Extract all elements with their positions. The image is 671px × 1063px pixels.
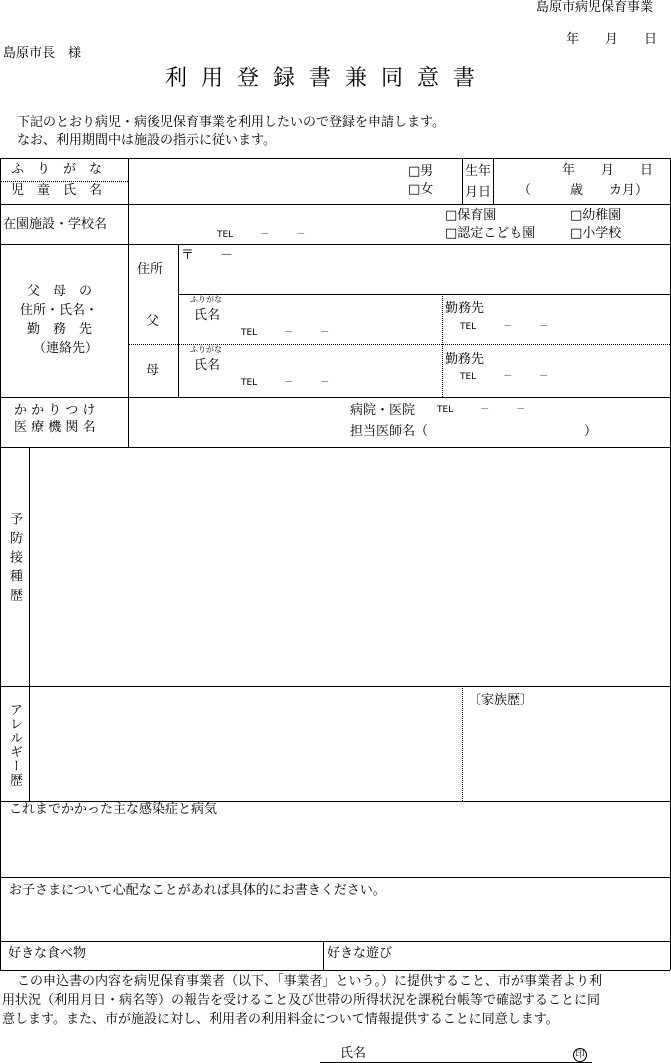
grid-line bbox=[178, 294, 670, 295]
family-history-label: 〔家族歴〕 bbox=[468, 693, 534, 708]
hospital-label: 病院・医院 bbox=[350, 403, 416, 418]
birth-label-1: 生年 bbox=[465, 164, 492, 179]
parents-label-3: 勤 務 先 bbox=[27, 322, 93, 337]
father-tel: TEL － － bbox=[241, 328, 330, 338]
grid-line bbox=[0, 877, 670, 878]
birth-label-2: 月日 bbox=[465, 185, 492, 200]
male-checkbox[interactable]: □男 bbox=[408, 164, 434, 179]
consent-line-3: 意します。また、市が施設に対し、利用者の利用料金について情報提供することに同意します。 bbox=[2, 1012, 559, 1027]
father-label: 父 bbox=[146, 314, 160, 329]
mother-work-label: 勤務先 bbox=[445, 352, 485, 367]
intro-line-2: なお、利用期間中は施設の指示に従います。 bbox=[17, 133, 276, 148]
child-name-label: 児 童 氏 名 bbox=[11, 183, 103, 198]
grid-line bbox=[0, 970, 670, 971]
consent-line-2: 用状況（利用月日・病名等）の報告を受けること及び世帯の所得状況を課税台帳等で確認することに同 bbox=[2, 993, 601, 1008]
grid-line bbox=[128, 158, 129, 447]
seal-mark: 印 bbox=[573, 1048, 587, 1062]
grid-line bbox=[29, 447, 30, 801]
school-label: 在園施設・学校名 bbox=[3, 217, 108, 232]
grid-line bbox=[0, 244, 670, 245]
favorite-play-label: 好きな遊び bbox=[327, 946, 393, 961]
allergy-label: アレルギー歴 bbox=[7, 703, 22, 787]
nursery-checkbox[interactable]: □保育園 bbox=[445, 208, 497, 223]
grid-line bbox=[0, 204, 670, 205]
postal-code: 〒 － bbox=[181, 248, 234, 263]
grid-line bbox=[0, 686, 670, 687]
signature-label: 氏名 bbox=[340, 1046, 367, 1061]
mother-label: 母 bbox=[146, 363, 160, 378]
grid-line bbox=[493, 158, 494, 204]
dotted-line bbox=[442, 294, 443, 397]
grid-line bbox=[0, 158, 670, 159]
parents-label-4: （連絡先） bbox=[33, 341, 99, 356]
doctor-label-1: か か り つ け bbox=[14, 403, 96, 418]
elementary-school-checkbox[interactable]: □小学校 bbox=[570, 226, 622, 241]
mother-tel: TEL － － bbox=[241, 378, 330, 388]
female-checkbox[interactable]: □女 bbox=[408, 182, 434, 197]
concerns-label: お子さまについて心配なことがあれば具体的にお書きください。 bbox=[9, 883, 386, 898]
father-work-tel: TEL － － bbox=[460, 322, 549, 332]
doctor-label-2: 医 療 機 関 名 bbox=[14, 420, 96, 435]
father-furigana: ふりがな bbox=[190, 295, 222, 304]
grid-line bbox=[323, 941, 324, 970]
school-tel: TEL － － bbox=[217, 230, 306, 240]
father-name-label: 氏名 bbox=[194, 308, 221, 323]
grid-line bbox=[462, 158, 463, 204]
grid-line bbox=[0, 158, 1, 970]
mother-name-label: 氏名 bbox=[194, 358, 221, 373]
dotted-line bbox=[462, 686, 463, 801]
favorite-food-label: 好きな食べ物 bbox=[8, 946, 87, 961]
grid-line bbox=[0, 941, 670, 942]
address-label: 住所 bbox=[137, 262, 164, 277]
page-title: 利用登録書兼同意書 bbox=[165, 66, 490, 91]
birth-date: 年 月 日 bbox=[562, 163, 654, 178]
doctor-name: 担当医師名（ ） bbox=[350, 424, 598, 439]
mother-furigana: ふりがな bbox=[190, 345, 222, 354]
grid-line bbox=[0, 447, 670, 448]
infections-label: これまでかかった主な感染症と病気 bbox=[9, 802, 218, 817]
consent-line-1: この申込書の内容を病児保育事業者（以下、「事業者」という。）に提供すること、市が事業者より利 bbox=[17, 974, 603, 989]
certified-center-checkbox[interactable]: □認定こども園 bbox=[445, 226, 536, 241]
vaccination-label: 予防接種歴 bbox=[7, 512, 22, 607]
parents-label-2: 住所・氏名・ bbox=[20, 303, 99, 318]
form-date: 年 月 日 bbox=[566, 32, 658, 47]
child-age: （ 歳 カ月） bbox=[518, 183, 649, 198]
furigana-label: ふ り が な bbox=[11, 162, 103, 177]
mother-work-tel: TEL － － bbox=[460, 372, 549, 382]
dotted-line bbox=[0, 181, 128, 182]
hospital-tel: TEL － － bbox=[437, 405, 526, 415]
organization-name: 島原市病児保育事業 bbox=[536, 0, 654, 15]
parents-label-1: 父 母 の bbox=[27, 284, 93, 299]
addressee: 島原市長 様 bbox=[3, 46, 82, 61]
kindergarten-checkbox[interactable]: □幼稚園 bbox=[570, 208, 622, 223]
grid-line bbox=[178, 244, 179, 397]
father-work-label: 勤務先 bbox=[445, 301, 485, 316]
intro-line-1: 下記のとおり病児・病後児保育事業を利用したいので登録を申請します。 bbox=[17, 115, 445, 130]
grid-line bbox=[0, 397, 670, 398]
